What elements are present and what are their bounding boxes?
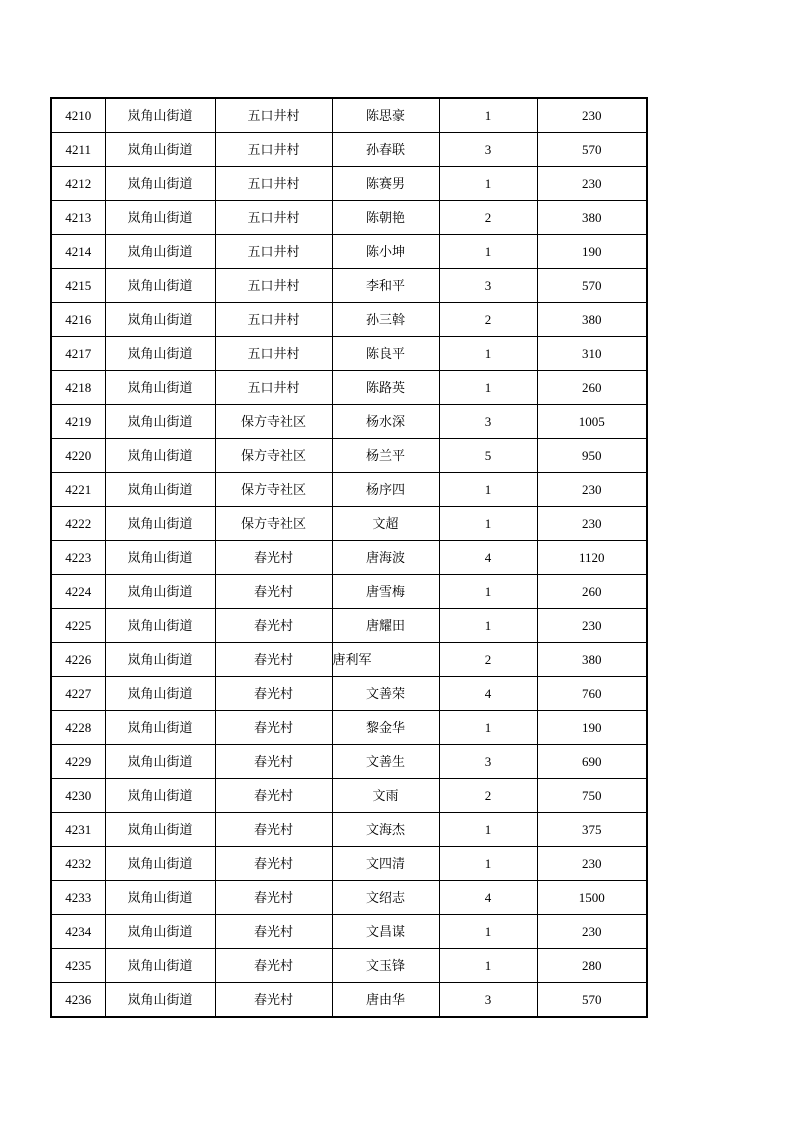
cell-amount: 230 (537, 847, 647, 881)
cell-village-name: 春光村 (215, 915, 332, 949)
table-row (51, 643, 647, 677)
cell-person-name: 杨兰平 (332, 439, 439, 473)
cell-amount: 230 (537, 98, 647, 133)
table-row (51, 201, 647, 235)
table-row (51, 779, 647, 813)
cell-village-name: 春光村 (215, 541, 332, 575)
cell-count: 5 (439, 439, 537, 473)
cell-street-name: 岚角山街道 (105, 813, 215, 847)
cell-count: 1 (439, 609, 537, 643)
cell-village-name: 春光村 (215, 745, 332, 779)
cell-village-name: 五口井村 (215, 235, 332, 269)
cell-street-name: 岚角山街道 (105, 643, 215, 677)
table-row (51, 269, 647, 303)
cell-count: 2 (439, 201, 537, 235)
cell-amount: 760 (537, 677, 647, 711)
cell-count: 1 (439, 98, 537, 133)
table-row (51, 303, 647, 337)
cell-amount: 230 (537, 507, 647, 541)
cell-count: 3 (439, 269, 537, 303)
cell-serial-number: 4226 (51, 643, 105, 677)
table-row (51, 949, 647, 983)
cell-amount: 190 (537, 235, 647, 269)
cell-village-name: 保方寺社区 (215, 473, 332, 507)
cell-amount: 380 (537, 303, 647, 337)
cell-serial-number: 4211 (51, 133, 105, 167)
cell-serial-number: 4213 (51, 201, 105, 235)
cell-person-name: 唐耀田 (332, 609, 439, 643)
cell-village-name: 春光村 (215, 575, 332, 609)
cell-serial-number: 4230 (51, 779, 105, 813)
cell-village-name: 春光村 (215, 711, 332, 745)
cell-street-name: 岚角山街道 (105, 337, 215, 371)
table-row (51, 473, 647, 507)
table-row (51, 881, 647, 915)
cell-amount: 380 (537, 643, 647, 677)
cell-amount: 570 (537, 269, 647, 303)
cell-person-name: 孙三斡 (332, 303, 439, 337)
table-row (51, 405, 647, 439)
cell-amount: 230 (537, 915, 647, 949)
cell-street-name: 岚角山街道 (105, 541, 215, 575)
cell-village-name: 五口井村 (215, 98, 332, 133)
cell-count: 4 (439, 881, 537, 915)
table-row (51, 235, 647, 269)
cell-street-name: 岚角山街道 (105, 167, 215, 201)
cell-person-name: 李和平 (332, 269, 439, 303)
table-row (51, 915, 647, 949)
cell-count: 2 (439, 303, 537, 337)
cell-village-name: 五口井村 (215, 167, 332, 201)
cell-count: 4 (439, 677, 537, 711)
table-row (51, 745, 647, 779)
cell-amount: 280 (537, 949, 647, 983)
cell-village-name: 五口井村 (215, 201, 332, 235)
cell-serial-number: 4217 (51, 337, 105, 371)
cell-street-name: 岚角山街道 (105, 473, 215, 507)
cell-count: 4 (439, 541, 537, 575)
cell-amount: 190 (537, 711, 647, 745)
table-row (51, 609, 647, 643)
cell-amount: 1500 (537, 881, 647, 915)
cell-count: 1 (439, 167, 537, 201)
cell-street-name: 岚角山街道 (105, 201, 215, 235)
cell-person-name: 文绍志 (332, 881, 439, 915)
cell-village-name: 春光村 (215, 677, 332, 711)
cell-serial-number: 4227 (51, 677, 105, 711)
cell-count: 2 (439, 779, 537, 813)
cell-serial-number: 4232 (51, 847, 105, 881)
cell-serial-number: 4236 (51, 983, 105, 1018)
cell-village-name: 春光村 (215, 847, 332, 881)
cell-street-name: 岚角山街道 (105, 881, 215, 915)
cell-count: 1 (439, 575, 537, 609)
cell-street-name: 岚角山街道 (105, 609, 215, 643)
cell-street-name: 岚角山街道 (105, 405, 215, 439)
cell-count: 3 (439, 133, 537, 167)
cell-person-name: 黎金华 (332, 711, 439, 745)
cell-serial-number: 4220 (51, 439, 105, 473)
table-row (51, 439, 647, 473)
cell-street-name: 岚角山街道 (105, 303, 215, 337)
cell-village-name: 保方寺社区 (215, 507, 332, 541)
cell-count: 1 (439, 371, 537, 405)
cell-street-name: 岚角山街道 (105, 575, 215, 609)
cell-amount: 260 (537, 371, 647, 405)
cell-serial-number: 4235 (51, 949, 105, 983)
cell-serial-number: 4215 (51, 269, 105, 303)
table-row (51, 371, 647, 405)
cell-village-name: 春光村 (215, 643, 332, 677)
cell-street-name: 岚角山街道 (105, 745, 215, 779)
cell-amount: 950 (537, 439, 647, 473)
cell-serial-number: 4225 (51, 609, 105, 643)
table-row (51, 711, 647, 745)
cell-serial-number: 4210 (51, 98, 105, 133)
cell-count: 1 (439, 337, 537, 371)
cell-amount: 750 (537, 779, 647, 813)
cell-serial-number: 4223 (51, 541, 105, 575)
cell-person-name: 文玉锋 (332, 949, 439, 983)
cell-count: 1 (439, 949, 537, 983)
cell-person-name: 陈良平 (332, 337, 439, 371)
cell-person-name: 杨序四 (332, 473, 439, 507)
cell-person-name: 文海杰 (332, 813, 439, 847)
table-row (51, 507, 647, 541)
cell-serial-number: 4229 (51, 745, 105, 779)
cell-village-name: 五口井村 (215, 371, 332, 405)
cell-serial-number: 4224 (51, 575, 105, 609)
cell-serial-number: 4221 (51, 473, 105, 507)
cell-street-name: 岚角山街道 (105, 677, 215, 711)
cell-count: 3 (439, 983, 537, 1018)
cell-village-name: 春光村 (215, 949, 332, 983)
cell-serial-number: 4216 (51, 303, 105, 337)
cell-count: 1 (439, 847, 537, 881)
cell-person-name: 唐海波 (332, 541, 439, 575)
cell-person-name: 陈赛男 (332, 167, 439, 201)
cell-person-name: 陈思豪 (332, 98, 439, 133)
cell-person-name: 唐雪梅 (332, 575, 439, 609)
table-body (51, 98, 647, 1017)
cell-count: 1 (439, 711, 537, 745)
cell-amount: 380 (537, 201, 647, 235)
cell-amount: 230 (537, 167, 647, 201)
cell-amount: 570 (537, 133, 647, 167)
cell-amount: 310 (537, 337, 647, 371)
cell-person-name: 文超 (332, 507, 439, 541)
table-row (51, 98, 647, 133)
cell-street-name: 岚角山街道 (105, 235, 215, 269)
cell-village-name: 五口井村 (215, 337, 332, 371)
table-row (51, 541, 647, 575)
table-row (51, 133, 647, 167)
cell-person-name: 唐利军 (332, 643, 439, 677)
cell-count: 1 (439, 915, 537, 949)
cell-serial-number: 4214 (51, 235, 105, 269)
cell-amount: 260 (537, 575, 647, 609)
cell-person-name: 杨水深 (332, 405, 439, 439)
cell-serial-number: 4219 (51, 405, 105, 439)
cell-street-name: 岚角山街道 (105, 949, 215, 983)
cell-street-name: 岚角山街道 (105, 915, 215, 949)
cell-street-name: 岚角山街道 (105, 507, 215, 541)
cell-street-name: 岚角山街道 (105, 779, 215, 813)
cell-serial-number: 4212 (51, 167, 105, 201)
table-row (51, 983, 647, 1018)
cell-count: 1 (439, 235, 537, 269)
cell-village-name: 春光村 (215, 881, 332, 915)
cell-street-name: 岚角山街道 (105, 983, 215, 1018)
cell-person-name: 文四清 (332, 847, 439, 881)
cell-serial-number: 4233 (51, 881, 105, 915)
cell-person-name: 文善生 (332, 745, 439, 779)
cell-person-name: 文昌谋 (332, 915, 439, 949)
table-row (51, 677, 647, 711)
table-row (51, 167, 647, 201)
cell-street-name: 岚角山街道 (105, 439, 215, 473)
cell-amount: 1005 (537, 405, 647, 439)
cell-count: 1 (439, 507, 537, 541)
cell-person-name: 陈路英 (332, 371, 439, 405)
cell-person-name: 唐由华 (332, 983, 439, 1018)
cell-street-name: 岚角山街道 (105, 133, 215, 167)
cell-serial-number: 4231 (51, 813, 105, 847)
cell-amount: 570 (537, 983, 647, 1018)
cell-village-name: 春光村 (215, 779, 332, 813)
cell-count: 3 (439, 745, 537, 779)
cell-street-name: 岚角山街道 (105, 98, 215, 133)
record-table (50, 97, 648, 1018)
cell-village-name: 春光村 (215, 609, 332, 643)
cell-count: 2 (439, 643, 537, 677)
cell-person-name: 孙春联 (332, 133, 439, 167)
cell-street-name: 岚角山街道 (105, 269, 215, 303)
cell-serial-number: 4218 (51, 371, 105, 405)
cell-street-name: 岚角山街道 (105, 711, 215, 745)
cell-serial-number: 4222 (51, 507, 105, 541)
cell-person-name: 文雨 (332, 779, 439, 813)
table-row (51, 337, 647, 371)
cell-village-name: 五口井村 (215, 269, 332, 303)
cell-count: 1 (439, 473, 537, 507)
table-row (51, 813, 647, 847)
cell-amount: 1120 (537, 541, 647, 575)
table-row (51, 847, 647, 881)
cell-serial-number: 4228 (51, 711, 105, 745)
cell-village-name: 五口井村 (215, 303, 332, 337)
cell-amount: 690 (537, 745, 647, 779)
cell-count: 3 (439, 405, 537, 439)
cell-street-name: 岚角山街道 (105, 371, 215, 405)
cell-street-name: 岚角山街道 (105, 847, 215, 881)
cell-village-name: 春光村 (215, 983, 332, 1018)
cell-person-name: 文善荣 (332, 677, 439, 711)
cell-serial-number: 4234 (51, 915, 105, 949)
table-row (51, 575, 647, 609)
cell-count: 1 (439, 813, 537, 847)
cell-person-name: 陈小坤 (332, 235, 439, 269)
cell-person-name: 陈朝艳 (332, 201, 439, 235)
cell-amount: 230 (537, 473, 647, 507)
cell-village-name: 春光村 (215, 813, 332, 847)
cell-amount: 375 (537, 813, 647, 847)
cell-village-name: 五口井村 (215, 133, 332, 167)
cell-village-name: 保方寺社区 (215, 439, 332, 473)
cell-village-name: 保方寺社区 (215, 405, 332, 439)
cell-amount: 230 (537, 609, 647, 643)
